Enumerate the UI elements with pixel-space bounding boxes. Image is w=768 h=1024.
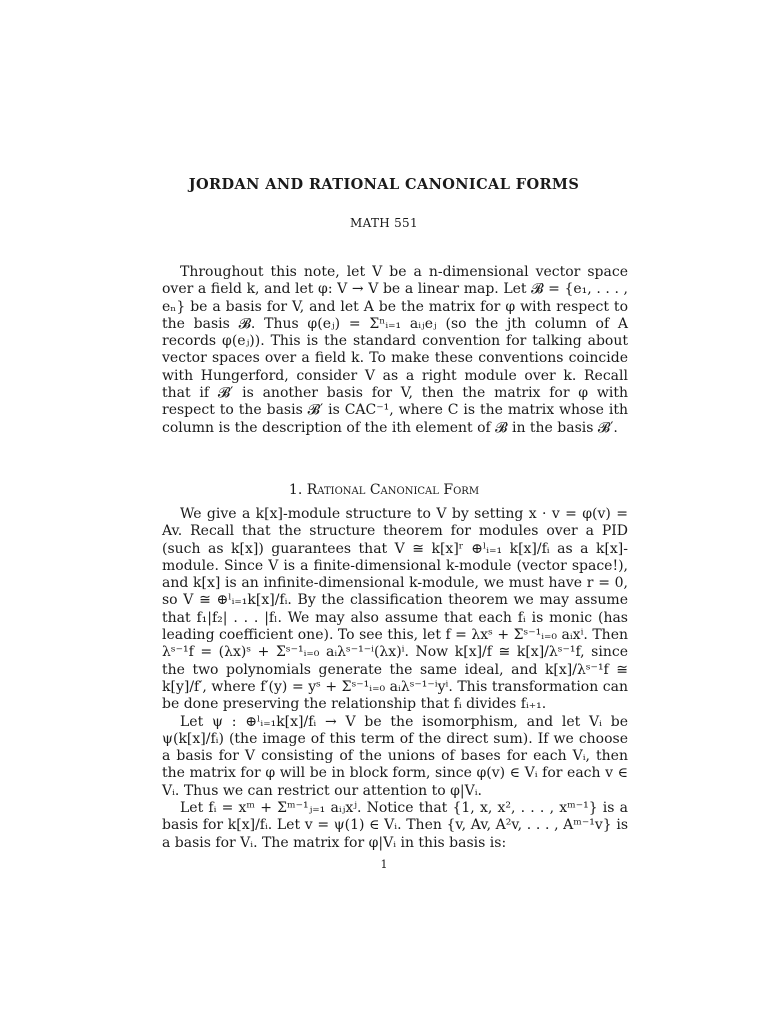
intro-paragraph: Throughout this note, let V be a n-dimensional vector space over a field k, and let φ: V → V be a linear map. Let 𝓑 = {e₁, . . . , eₙ} be a basis for V, and let A be the matrix for φ with respect to the basis 𝓑. Thus φ(eⱼ) = Σⁿᵢ₌₁ aᵢⱼeⱼ (so the jth column of A records φ(eⱼ)). This is the standard convention for talking about vector spaces over a field k. To make these conventions coincide with Hungerford, consider V as a right module over k. Recall that if 𝓑′ is another basis for V, then the matrix for φ with respect to the basis 𝓑′ is CAC⁻¹, where C is the matrix whose ith column is the description of the ith element of 𝓑 in the basis 𝓑′.: [162, 264, 628, 436]
paragraph: Let ψ : ⊕ˡᵢ₌₁k[x]/fᵢ → V be the isomorphism, and let Vᵢ be ψ(k[x]/fᵢ) (the image of this term of the direct sum). If we choose a basis for V consisting of the unions of bases for each Vᵢ, then the matrix for φ will be in block form, since φ(v) ∈ Vᵢ for each v ∈ Vᵢ. Thus we can restrict our attention to φ|Vᵢ.: [162, 713, 628, 799]
page-number: 1: [380, 858, 388, 871]
paragraph: We give a k[x]-module structure to V by setting x · v = φ(v) = Av. Recall that the structure theorem for modules over a PID (such as k[x]) guarantees that V ≅ k[x]ʳ ⊕ˡᵢ₌₁ k[x]/fᵢ as a k[x]-module. Since V is a finite-dimensional k-module (vector space!), and k[x] is an infinite-dimensional k-module, we must have r = 0, so V ≅ ⊕ˡᵢ₌₁k[x]/fᵢ. By the classification theorem we may assume that f₁|f₂| . . . |fₗ. We may also assume that each fᵢ is monic (has leading coefficient one). To see this, let f = λxˢ + Σˢ⁻¹ᵢ₌₀ aᵢxⁱ. Then λˢ⁻¹f = (λx)ˢ + Σˢ⁻¹ᵢ₌₀ aᵢλˢ⁻¹⁻ⁱ(λx)ⁱ. Now k[x]/f ≅ k[x]/λˢ⁻¹f, since the two polynomials generate the same ideal, and k[x]/λˢ⁻¹f ≅ k[y]/f′, where f′(y) = yˢ + Σˢ⁻¹ᵢ₌₀ aᵢλˢ⁻¹⁻ⁱyⁱ. This transformation can be done preserving the relationship that fᵢ divides fᵢ₊₁.: [162, 506, 628, 713]
intro-section: [162, 264, 628, 437]
section-body: [162, 506, 628, 852]
section-heading: 1. Rational Canonical Form: [288, 482, 480, 498]
document-title: JORDAN AND RATIONAL CANONICAL FORMS: [188, 176, 580, 193]
course-label: MATH 551: [350, 216, 418, 230]
paragraph: Let fᵢ = xᵐ + Σᵐ⁻¹ⱼ₌₁ aᵢⱼxʲ. Notice that {1, x, x², . . . , xᵐ⁻¹} is a basis for k[x]/fᵢ. Let v = ψ(1) ∈ Vᵢ. Then {v, Av, A²v, . . . , Aᵐ⁻¹v} is a basis for Vᵢ. The matrix for φ|Vᵢ in this basis is:: [162, 800, 628, 851]
